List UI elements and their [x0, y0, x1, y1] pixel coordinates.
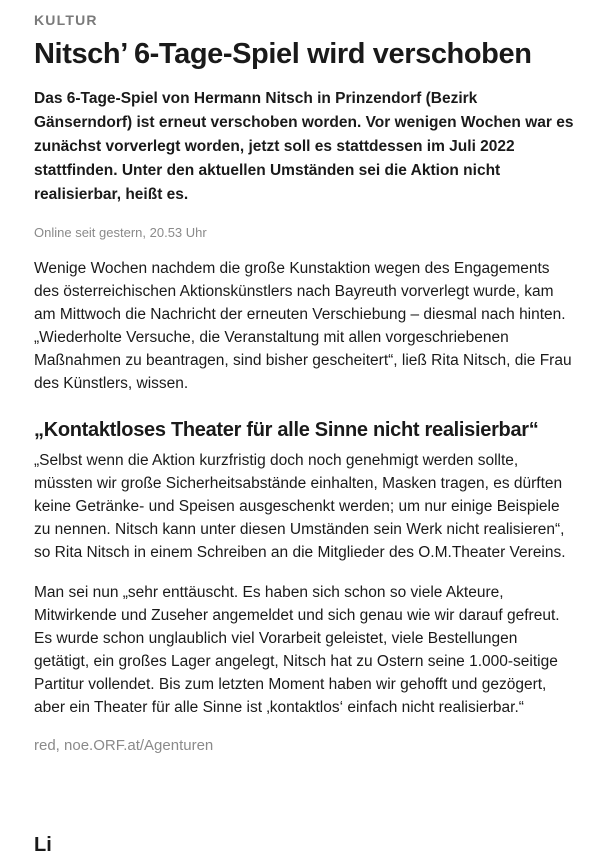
article-subheading: „Kontaktloses Theater für alle Sinne nicht realisierbar“: [34, 419, 539, 441]
article-title: Nitsch’ 6-Tage-Spiel wird verschoben: [34, 38, 532, 70]
article-paragraph: „Selbst wenn die Aktion kurzfristig doch noch genehmigt werden sollte, müssten wir große Sicherheitsabstände einhalten, Masken tragen, es dürften keine Getränke- und Speisen ausgeschenkt werden; um nur einige Beispiele zu nennen. Nitsch kann unter diesen Umständen sein Werk nicht realisieren“, so Rita Nitsch in einem Schreiben an die Mitglieder des O.M.Theater Vereins.: [34, 452, 566, 561]
category-kicker[interactable]: KULTUR: [34, 12, 98, 28]
article-lead: Das 6-Tage-Spiel von Hermann Nitsch in Prinzendorf (Bezirk Gänserndorf) ist erneut verschoben worden. Vor wenigen Wochen war es zunächst vorverlegt worden, jetzt soll es stattdessen im Juli 2022 stattfinden. Unter den aktuellen Umständen sei die Aktion nicht realisierbar, heißt es.: [34, 90, 574, 203]
article-source: red, noe.ORF.at/Agenturen: [34, 737, 214, 754]
article: [0, 12, 609, 754]
article-paragraph: Wenige Wochen nachdem die große Kunstaktion wegen des Engagements des österreichischen Aktionskünstlers nach Bayreuth vorverlegt wurde, kam am Mittwoch die Nachricht der erneuten Verschiebung – diesmal nach hinten. „Wiederholte Versuche, die Veranstaltung mit allen vorgeschriebenen Maßnahmen zu beantragen, sind bisher gescheitert“, ließ Rita Nitsch, die Frau des Künstlers, wissen.: [34, 260, 572, 392]
next-section-heading: Li: [34, 834, 52, 856]
publish-date: Online seit gestern, 20.53 Uhr: [34, 225, 207, 240]
article-paragraph: Man sei nun „sehr enttäuscht. Es haben sich schon so viele Akteure, Mitwirkende und Zuseher angemeldet und sich genau wie wir darauf gefreut. Es wurde schon unglaublich viel Vorarbeit geleistet, viele Bestellungen getätigt, ein großes Lager angelegt, Nitsch hat zu Ostern seine 1.000-seitige Partitur vollendet. Bis zum letzten Moment haben wir gehofft und gezögert, aber ein Theater für alle Sinne ist ‚kontaktlos‘ einfach nicht realisierbar.“: [34, 584, 560, 716]
